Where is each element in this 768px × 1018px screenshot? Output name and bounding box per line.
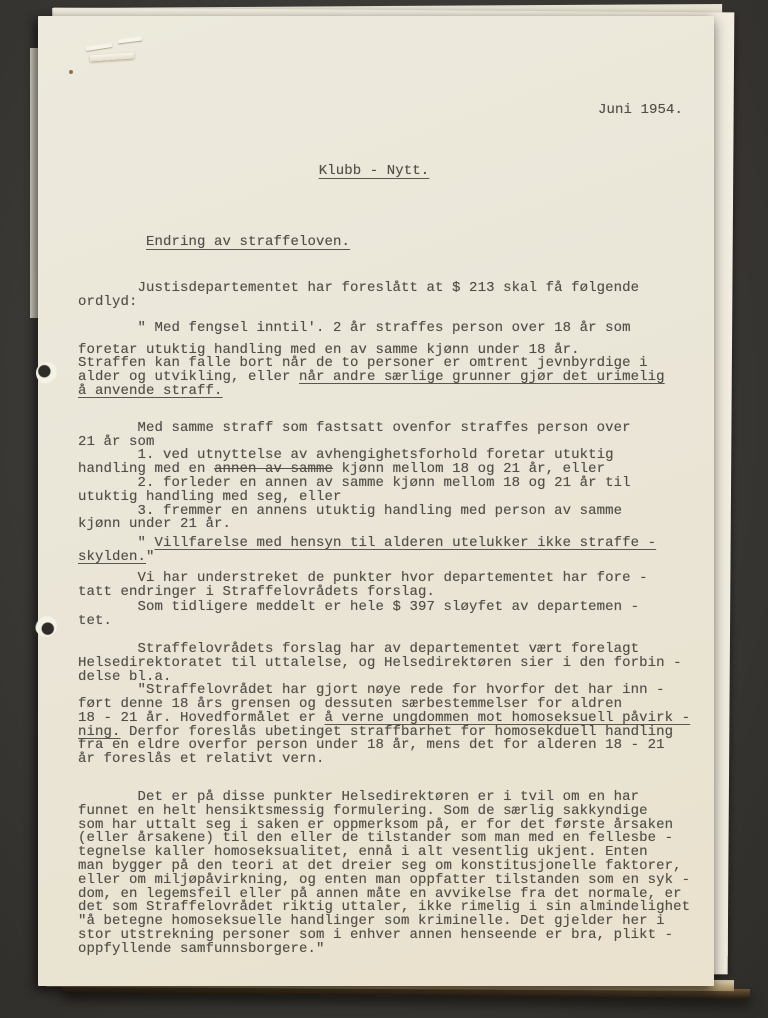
document-title bbox=[78, 151, 690, 192]
text-line: ordlyd: bbox=[78, 293, 138, 310]
text-line: (eller årsakene) til den eller de tilstander som man med en fellesbe - bbox=[78, 830, 674, 847]
date-label bbox=[78, 90, 690, 131]
text-line: det som Straffelovrådet riktig uttaler, ikke rimelig i sin almindelighet bbox=[78, 899, 691, 916]
text-line: stor utstrekning personer som i enhver annen henseende er bra, plikt - bbox=[78, 927, 674, 944]
text-line: tet. bbox=[78, 613, 113, 630]
text-line: funnet en helt hensiktsmessig formulering. Som de særlig sakkyndige bbox=[78, 802, 648, 819]
section-heading bbox=[78, 222, 690, 263]
paragraph-lov1 bbox=[78, 319, 690, 336]
text-line: foretar utuktig handling med en av samme kjønn under 18 år. bbox=[78, 341, 580, 358]
paragraph-vihar bbox=[78, 569, 690, 600]
text-line: tegnelse kaller homoseksualitet, ennå i alt vesentlig ukjent. Enten bbox=[78, 844, 648, 861]
text-line: 2. forleder en annen av samme kjønn mellom 18 og 21 år til bbox=[78, 474, 631, 491]
hole-punch-top bbox=[36, 362, 58, 384]
text-line: ført denne 18 års grensen og dessuten særbestemmelser for aldren bbox=[78, 696, 623, 713]
paragraph-lov2 bbox=[78, 341, 690, 399]
text-line: som har uttalt seg i saken er oppmerksom på, er for det første årsaken bbox=[78, 816, 674, 833]
paragraph-somtid bbox=[78, 601, 690, 629]
text-line: å anvende straff. bbox=[78, 382, 223, 399]
paragraph-helsedir bbox=[78, 640, 690, 685]
text-line: " Villfarelse med hensyn til alderen utelukker ikke straffe - bbox=[78, 535, 657, 552]
document-body bbox=[78, 282, 690, 956]
text-line: skylden." bbox=[78, 548, 155, 565]
text-line: 21 år som bbox=[78, 433, 155, 450]
text-line: "Straffelovrådet har gjort nøye rede for hvorfor det har inn - bbox=[78, 682, 665, 699]
text-line: Straffen kan falle bort når de to personer er omtrent jevnbyrdige i bbox=[78, 355, 648, 372]
paragraph-medsamme bbox=[78, 419, 690, 533]
section-heading-text: Endring av straffeloven. bbox=[146, 233, 351, 250]
paragraph-villf bbox=[78, 537, 690, 565]
document-page bbox=[38, 16, 714, 986]
text-line: 3. fremmer en annens utuktig handling med person av samme bbox=[78, 502, 623, 519]
text-line: "å betegne homoseksuelle handlinger som kriminelle. Det gjelder her i bbox=[78, 913, 665, 930]
text-line: ning. Derfor foreslås ubetinget straffbarhet for homosekduell handling bbox=[78, 723, 674, 740]
text-line: Med samme straff som fastsatt ovenfor straffes person over bbox=[78, 419, 631, 436]
date-text: Juni 1954. bbox=[597, 101, 683, 118]
paragraph-sitat2 bbox=[78, 684, 690, 767]
paragraph-slutt bbox=[78, 791, 690, 957]
text-line: 1. ved utnyttelse av avhengighetsforhold foretar utuktig bbox=[78, 447, 614, 464]
text-line: tatt endringer i Straffelovrådets forslag. bbox=[78, 583, 436, 600]
document-title-text: Klubb - Nytt. bbox=[318, 163, 430, 180]
text-line: alder og utvikling, eller når andre særlige grunner gjør det urimelig bbox=[78, 369, 665, 386]
text-line: man bygger på den teori at det dreier seg om konstitusjonelle faktorer, bbox=[78, 858, 682, 875]
text-line: oppfyllende samfunnsborgere." bbox=[78, 940, 325, 957]
text-line: eller om miljøpåvirkning, og enten man oppfatter tilstanden som en syk - bbox=[78, 871, 691, 888]
text-line: kjønn under 21 år. bbox=[78, 516, 232, 533]
text-line: delse bl.a. bbox=[78, 668, 172, 685]
text-line: år foreslås et relativt vern. bbox=[78, 751, 325, 768]
text-line: utuktig handling med seg, eller bbox=[78, 488, 342, 505]
text-line: fra en eldre overfor person under 18 år, mens det for alderen 18 - 21 bbox=[78, 737, 665, 754]
paper-speck bbox=[69, 70, 73, 74]
page-content bbox=[38, 16, 714, 957]
text-line: Vi har understreket de punkter hvor departementet har fore - bbox=[78, 569, 648, 586]
text-line: handling med en annen av samme kjønn mellom 18 og 21 år, eller bbox=[78, 461, 606, 478]
text-line: dom, en legemsfeil eller på annen måte en avvikelse fra det normale, er bbox=[78, 885, 682, 902]
text-line: Som tidligere meddelt er hele $ 397 sløyfet av departemen - bbox=[78, 599, 640, 616]
text-line: Justisdepartementet har foreslått at $ 213 skal få følgende bbox=[78, 280, 640, 297]
text-line: Straffelovrådets forslag har av departementet vært forelagt bbox=[78, 640, 640, 657]
hole-punch-bottom bbox=[35, 615, 57, 637]
text-line: " Med fengsel inntil'. 2 år straffes person over 18 år som bbox=[78, 319, 631, 336]
text-line: Helsedirektoratet til uttalelse, og Helsedirektøren sier i den forbin - bbox=[78, 654, 682, 671]
text-line: 18 - 21 år. Hovedformålet er å verne ungdommen mot homoseksuell påvirk - bbox=[78, 709, 691, 726]
paragraph-intro bbox=[78, 282, 690, 310]
text-line: Det er på disse punkter Helsedirektøren er i tvil om en har bbox=[78, 789, 640, 806]
